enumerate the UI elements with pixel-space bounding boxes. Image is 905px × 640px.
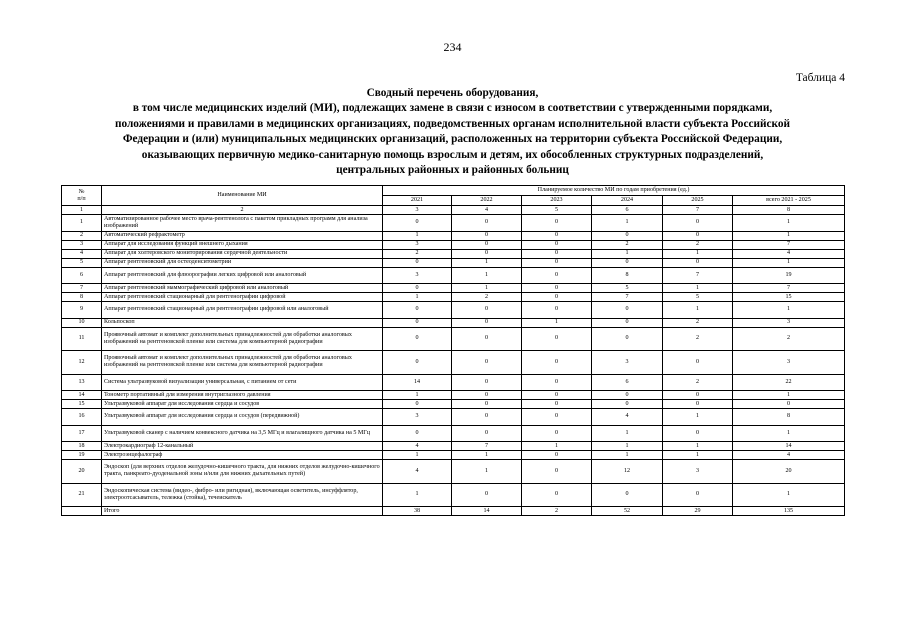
year-value: 1	[663, 284, 733, 293]
year-value: 0	[663, 425, 733, 442]
header-number: № п/п	[62, 186, 102, 206]
year-value: 3	[663, 460, 733, 484]
year-value: 3	[383, 409, 452, 426]
row-total-value: 15	[733, 293, 845, 302]
year-value: 1	[592, 425, 663, 442]
total-value: 135	[733, 507, 845, 516]
total-value: 52	[592, 507, 663, 516]
total-label: Итого	[102, 507, 383, 516]
row-number: 10	[62, 318, 102, 327]
year-value: 7	[663, 267, 733, 284]
total-empty-cell	[62, 507, 102, 516]
year-value: 0	[663, 483, 733, 507]
year-value: 1	[592, 215, 663, 232]
year-value: 0	[522, 258, 592, 267]
year-value: 0	[663, 391, 733, 400]
year-value: 0	[522, 249, 592, 258]
row-number: 1	[62, 215, 102, 232]
year-value: 2	[452, 293, 522, 302]
table-row	[62, 425, 845, 442]
year-value: 0	[522, 351, 592, 375]
year-value: 1	[663, 409, 733, 426]
row-number: 12	[62, 351, 102, 375]
title-line: Сводный перечень оборудования,	[366, 87, 539, 99]
equipment-name: Аппарат для исследования функций внешнего дыхания	[102, 240, 383, 249]
column-number: 5	[522, 206, 592, 215]
year-value: 0	[522, 302, 592, 319]
row-total-value: 1	[733, 425, 845, 442]
row-number: 13	[62, 374, 102, 391]
row-number: 15	[62, 400, 102, 409]
row-number: 7	[62, 284, 102, 293]
row-number: 16	[62, 409, 102, 426]
title-line: Федерации и (или) муниципальных медицинских организаций, расположенных на территории субъекта Российской Федерации,	[122, 133, 783, 146]
row-total-value: 22	[733, 374, 845, 391]
table-row	[62, 284, 845, 293]
year-value: 0	[383, 400, 452, 409]
year-value: 1	[592, 451, 663, 460]
year-value: 0	[522, 374, 592, 391]
equipment-name: Ультразвуковой аппарат для исследования сердца и сосудов (передвижной)	[102, 409, 383, 426]
header-year: 2022	[452, 196, 522, 206]
year-value: 1	[663, 442, 733, 451]
year-value: 0	[452, 249, 522, 258]
title-line: положениями и правилами в медицинских организациях, подведомственных органам исполнительной власти субъекта Российской	[114, 117, 791, 130]
year-value: 0	[592, 391, 663, 400]
year-value: 7	[592, 293, 663, 302]
year-value: 3	[592, 351, 663, 375]
year-value: 0	[522, 267, 592, 284]
table-row	[62, 409, 845, 426]
table-row	[62, 249, 845, 258]
year-value: 4	[383, 442, 452, 451]
equipment-name: Система ультразвуковой визуализации универсальная, с питанием от сети	[102, 374, 383, 391]
document-title	[60, 86, 845, 178]
year-value: 1	[383, 451, 452, 460]
year-value: 0	[592, 258, 663, 267]
table-row	[62, 391, 845, 400]
equipment-name: Аппарат рентгеновский для флюорографии легких цифровой или аналоговый	[102, 267, 383, 284]
year-value: 5	[663, 293, 733, 302]
table-row	[62, 293, 845, 302]
row-total-value: 19	[733, 267, 845, 284]
year-value: 7	[452, 442, 522, 451]
row-number: 8	[62, 293, 102, 302]
year-value: 1	[663, 302, 733, 319]
year-value: 0	[452, 327, 522, 351]
total-value: 38	[383, 507, 452, 516]
table-row	[62, 483, 845, 507]
equipment-name: Ультразвуковой аппарат для исследования сердца и сосудов	[102, 400, 383, 409]
year-value: 0	[592, 483, 663, 507]
year-value: 1	[383, 483, 452, 507]
row-number: 5	[62, 258, 102, 267]
table-row	[62, 451, 845, 460]
year-value: 0	[383, 258, 452, 267]
row-number: 11	[62, 327, 102, 351]
table-row	[62, 400, 845, 409]
header-year: 2021	[383, 196, 452, 206]
row-number: 17	[62, 425, 102, 442]
title-line: в том числе медицинских изделий (МИ), подлежащих замене в связи с износом в соответствии с утвержденными порядками,	[132, 102, 773, 115]
year-value: 4	[592, 409, 663, 426]
year-value: 0	[592, 400, 663, 409]
table-row	[62, 258, 845, 267]
year-value: 6	[592, 374, 663, 391]
year-value: 0	[383, 351, 452, 375]
table-row	[62, 231, 845, 240]
row-total-value: 4	[733, 451, 845, 460]
column-number: 7	[663, 206, 733, 215]
equipment-name: Электрокардиограф 12-канальный	[102, 442, 383, 451]
equipment-name: Эндоскоп (для верхних отделов желудочно-кишечного тракта, для нижних отделов желудочно-кишечного тракта, панкреато-дуоденальной зоны и/или для нижних дыхательных путей)	[102, 460, 383, 484]
year-value: 0	[452, 374, 522, 391]
year-value: 0	[663, 400, 733, 409]
equipment-name: Аппарат рентгеновский маммографический цифровой или аналоговый	[102, 284, 383, 293]
year-value: 0	[383, 425, 452, 442]
row-number: 9	[62, 302, 102, 319]
column-number: 2	[102, 206, 383, 215]
year-value: 0	[522, 284, 592, 293]
year-value: 0	[592, 302, 663, 319]
equipment-table	[61, 185, 845, 516]
table-row	[62, 442, 845, 451]
row-total-value: 8	[733, 409, 845, 426]
year-value: 0	[383, 284, 452, 293]
year-value: 0	[522, 231, 592, 240]
year-value: 0	[663, 351, 733, 375]
year-value: 2	[663, 318, 733, 327]
year-value: 1	[663, 451, 733, 460]
header-name: Наименование МИ	[102, 186, 383, 206]
row-number: 21	[62, 483, 102, 507]
year-value: 14	[383, 374, 452, 391]
total-row	[62, 507, 845, 516]
year-value: 0	[522, 327, 592, 351]
year-value: 0	[452, 318, 522, 327]
row-total-value: 14	[733, 442, 845, 451]
year-value: 0	[663, 258, 733, 267]
year-value: 0	[522, 391, 592, 400]
header-planned-quantity: Планируемое количество МИ по годам приобретения (ед.)	[383, 186, 845, 196]
table-row	[62, 460, 845, 484]
year-value: 0	[522, 483, 592, 507]
total-value: 2	[522, 507, 592, 516]
year-value: 1	[452, 267, 522, 284]
column-number: 1	[62, 206, 102, 215]
row-number: 6	[62, 267, 102, 284]
page-number: 234	[443, 40, 462, 54]
year-value: 5	[592, 284, 663, 293]
table-row	[62, 327, 845, 351]
total-value: 14	[452, 507, 522, 516]
row-total-value: 1	[733, 391, 845, 400]
year-value: 1	[663, 249, 733, 258]
equipment-name: Ультразвуковой сканер с наличием конвексного датчика на 3,5 МГц и влагалищного датчика на 5 МГц	[102, 425, 383, 442]
year-value: 0	[663, 231, 733, 240]
year-value: 2	[663, 240, 733, 249]
year-value: 1	[452, 284, 522, 293]
table-row	[62, 374, 845, 391]
year-value: 3	[383, 240, 452, 249]
row-number: 2	[62, 231, 102, 240]
year-value: 0	[452, 400, 522, 409]
row-number: 14	[62, 391, 102, 400]
year-value: 0	[522, 460, 592, 484]
table-row	[62, 267, 845, 284]
equipment-name: Аппарат рентгеновский для остеоденситометрии	[102, 258, 383, 267]
year-value: 1	[592, 249, 663, 258]
row-total-value: 3	[733, 318, 845, 327]
row-total-value: 2	[733, 327, 845, 351]
table-label: Таблица 4	[795, 72, 845, 84]
table-row	[62, 318, 845, 327]
equipment-name: Проявочный автомат и комплект дополнительных принадлежностей для обработки аналоговых изображений на рентгеновской пленке или система для компьютерной радиографии	[102, 351, 383, 375]
year-value: 0	[522, 425, 592, 442]
year-value: 0	[383, 302, 452, 319]
column-number: 3	[383, 206, 452, 215]
equipment-name: Автоматизированное рабочее место врача-рентгенолога с пакетом прикладных программ для анализа изображений	[102, 215, 383, 232]
row-total-value: 1	[733, 258, 845, 267]
year-value: 0	[522, 400, 592, 409]
equipment-name: Проявочный автомат и комплект дополнительных принадлежностей для обработки аналоговых изображений на рентгеновской пленке или система для компьютерной радиографии	[102, 327, 383, 351]
column-number: 6	[592, 206, 663, 215]
year-value: 0	[452, 425, 522, 442]
year-value: 0	[452, 483, 522, 507]
year-value: 12	[592, 460, 663, 484]
row-total-value: 20	[733, 460, 845, 484]
year-value: 0	[383, 215, 452, 232]
year-value: 4	[383, 460, 452, 484]
header-year: 2025	[663, 196, 733, 206]
table-row	[62, 351, 845, 375]
row-total-value: 7	[733, 240, 845, 249]
equipment-name: Электроэнцефалограф	[102, 451, 383, 460]
year-value: 0	[522, 293, 592, 302]
year-value: 0	[592, 231, 663, 240]
table-row	[62, 215, 845, 232]
year-value: 1	[383, 391, 452, 400]
equipment-name: Автоматический рефрактометр	[102, 231, 383, 240]
year-value: 1	[383, 293, 452, 302]
year-value: 8	[592, 267, 663, 284]
row-total-value: 1	[733, 483, 845, 507]
year-value: 2	[383, 249, 452, 258]
year-value: 2	[592, 240, 663, 249]
year-value: 0	[522, 215, 592, 232]
row-total-value: 3	[733, 351, 845, 375]
year-value: 2	[663, 374, 733, 391]
equipment-name: Тонометр портативный для измерения внутриглазного давления	[102, 391, 383, 400]
year-value: 0	[522, 240, 592, 249]
row-number: 4	[62, 249, 102, 258]
header-year: 2023	[522, 196, 592, 206]
row-total-value: 0	[733, 400, 845, 409]
column-number: 4	[452, 206, 522, 215]
title-line: оказывающих первичную медико-санитарную помощь взрослым и детям, их обособленных структурных подразделений,	[141, 148, 764, 161]
title-line: центральных районных и районных больниц	[336, 164, 569, 177]
year-value: 0	[383, 327, 452, 351]
year-value: 0	[452, 240, 522, 249]
year-value: 0	[383, 318, 452, 327]
table-row	[62, 302, 845, 319]
year-value: 2	[663, 327, 733, 351]
year-value: 0	[452, 409, 522, 426]
row-number: 20	[62, 460, 102, 484]
year-value: 0	[452, 351, 522, 375]
year-value: 0	[452, 391, 522, 400]
year-value: 1	[592, 442, 663, 451]
row-number: 3	[62, 240, 102, 249]
year-value: 3	[383, 267, 452, 284]
year-value: 0	[522, 409, 592, 426]
year-value: 0	[592, 327, 663, 351]
year-value: 0	[522, 451, 592, 460]
equipment-name: Аппарат рентгеновский стационарный для рентгенографии цифровой или аналоговый	[102, 302, 383, 319]
equipment-name: Аппарат для холтеровского мониторирования сердечной деятельности	[102, 249, 383, 258]
row-number: 18	[62, 442, 102, 451]
table-row	[62, 240, 845, 249]
year-value: 0	[452, 302, 522, 319]
total-value: 29	[663, 507, 733, 516]
year-value: 0	[452, 215, 522, 232]
equipment-name: Кольпоскоп	[102, 318, 383, 327]
header-year: 2024	[592, 196, 663, 206]
year-value: 0	[663, 215, 733, 232]
row-total-value: 1	[733, 302, 845, 319]
year-value: 1	[383, 231, 452, 240]
row-number: 19	[62, 451, 102, 460]
year-value: 1	[452, 460, 522, 484]
year-value: 1	[522, 318, 592, 327]
year-value: 0	[592, 318, 663, 327]
year-value: 1	[452, 258, 522, 267]
row-total-value: 1	[733, 215, 845, 232]
row-total-value: 7	[733, 284, 845, 293]
equipment-name: Аппарат рентгеновский стационарный для рентгенографии цифровой	[102, 293, 383, 302]
year-value: 1	[522, 442, 592, 451]
equipment-name: Эндоскопическая система (видео-, фибро- или ригидная), включающая осветитель, инсуффлятор, электроотсасыватель, тележка (стойка), течеискатель	[102, 483, 383, 507]
row-total-value: 4	[733, 249, 845, 258]
year-value: 0	[452, 231, 522, 240]
column-number: 8	[733, 206, 845, 215]
row-total-value: 1	[733, 231, 845, 240]
year-value: 1	[452, 451, 522, 460]
header-total-years: всего 2021 - 2025	[733, 196, 845, 206]
